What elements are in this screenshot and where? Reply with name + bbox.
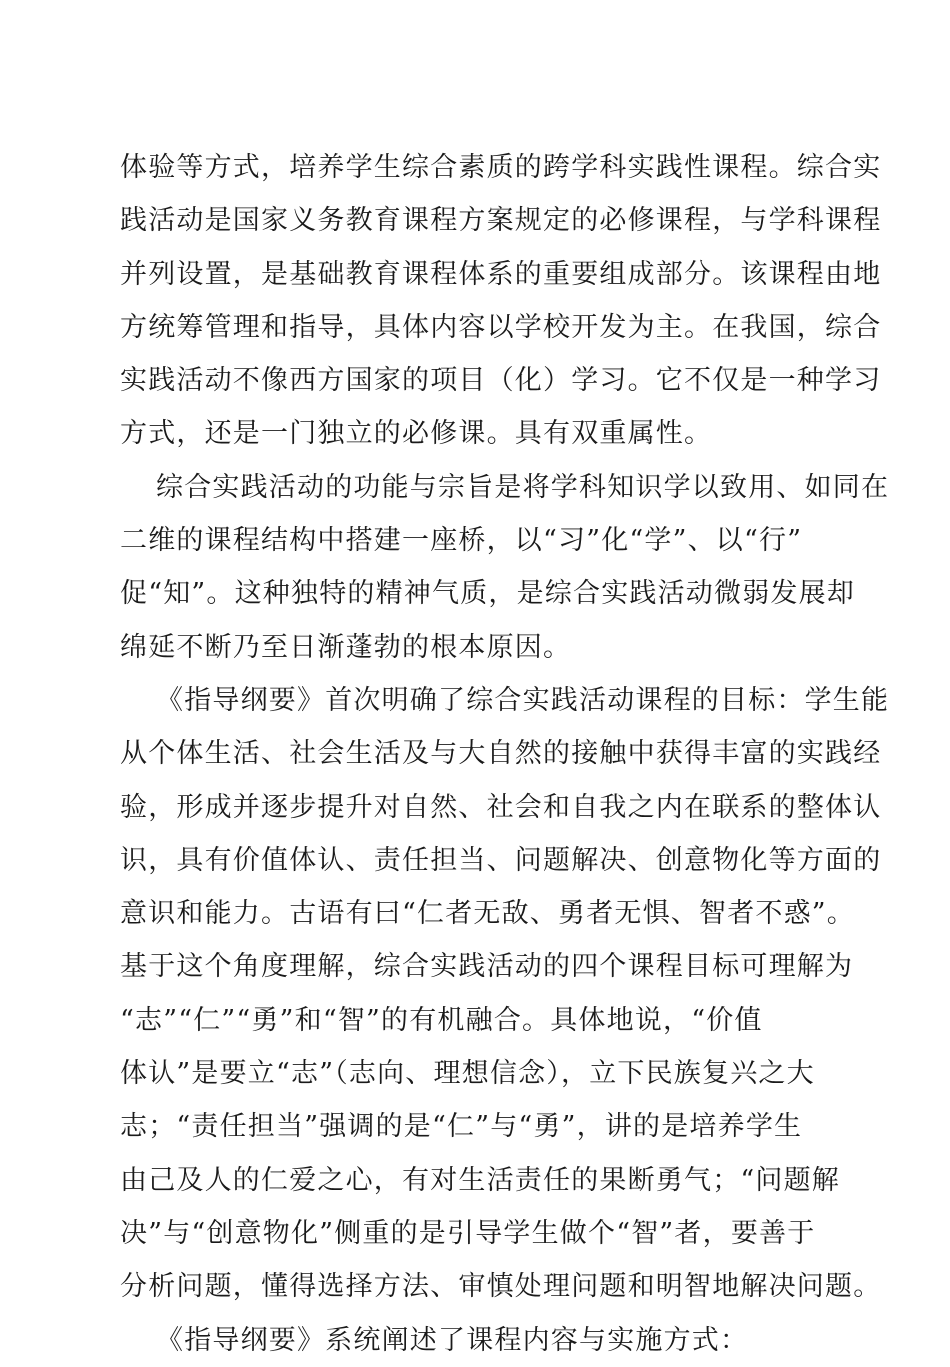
paragraph-start-line: 《指导纲要》系统阐述了课程内容与实施方式：: [156, 1324, 749, 1356]
paragraph-start-line: 《指导纲要》首次明确了综合实践活动课程的目标：学生能: [156, 684, 890, 716]
text-line: 基于这个角度理解，综合实践活动的四个课程目标可理解为: [120, 951, 854, 983]
text-line: 体验等方式，培养学生综合素质的跨学科实践性课程。综合实: [120, 152, 882, 183]
text-line: 从个体生活、社会生活及与大自然的接触中获得丰富的实践经: [120, 738, 882, 770]
text-line: 分析问题，懂得选择方法、审慎处理问题和明智地解决问题。: [120, 1271, 882, 1303]
text-line: 二维的课程结构中搭建一座桥，以“习”化“学”、以“行”: [120, 525, 803, 557]
text-line: 决”与“创意物化”侧重的是引导学生做个“智”者，要善于: [120, 1217, 816, 1249]
text-line: 验，形成并逐步提升对自然、社会和自我之内在联系的整体认: [120, 791, 882, 823]
text-line: 方式，还是一门独立的必修课。具有双重属性。: [120, 418, 713, 450]
text-line: 体认”是要立“志”（志向、理想信念），立下民族复兴之大: [120, 1058, 815, 1090]
text-line: 由己及人的仁爱之心，有对生活责任的果断勇气；“问题解: [120, 1164, 841, 1196]
text-line: 实践活动不像西方国家的项目（化）学习。它不仅是一种学习: [120, 365, 882, 397]
document-body: [120, 141, 890, 1367]
text-line: “志”“仁”“勇”和“智”的有机融合。具体地说，“价值: [120, 1004, 763, 1036]
text-line: 促“知”。这种独特的精神气质，是综合实践活动微弱发展却: [120, 578, 856, 610]
text-line: 绵延不断乃至日渐蓬勃的根本原因。: [120, 631, 572, 663]
text-line: 意识和能力。古语有曰“仁者无敌、勇者无惧、智者不惑”。: [120, 898, 856, 930]
text-line: 践活动是国家义务教育课程方案规定的必修课程，与学科课程: [120, 205, 882, 237]
text-line: 并列设置，是基础教育课程体系的重要组成部分。该课程由地: [120, 258, 882, 290]
text-line: 志；“责任担当”强调的是“仁”与“勇”，讲的是培养学生: [120, 1111, 803, 1143]
text-line: 方统筹管理和指导，具体内容以学校开发为主。在我国，综合: [120, 311, 882, 343]
text-line: 识，具有价值体认、责任担当、问题解决、创意物化等方面的: [120, 844, 882, 876]
paragraph-start-line: 综合实践活动的功能与宗旨是将学科知识学以致用、如同在: [156, 471, 890, 503]
